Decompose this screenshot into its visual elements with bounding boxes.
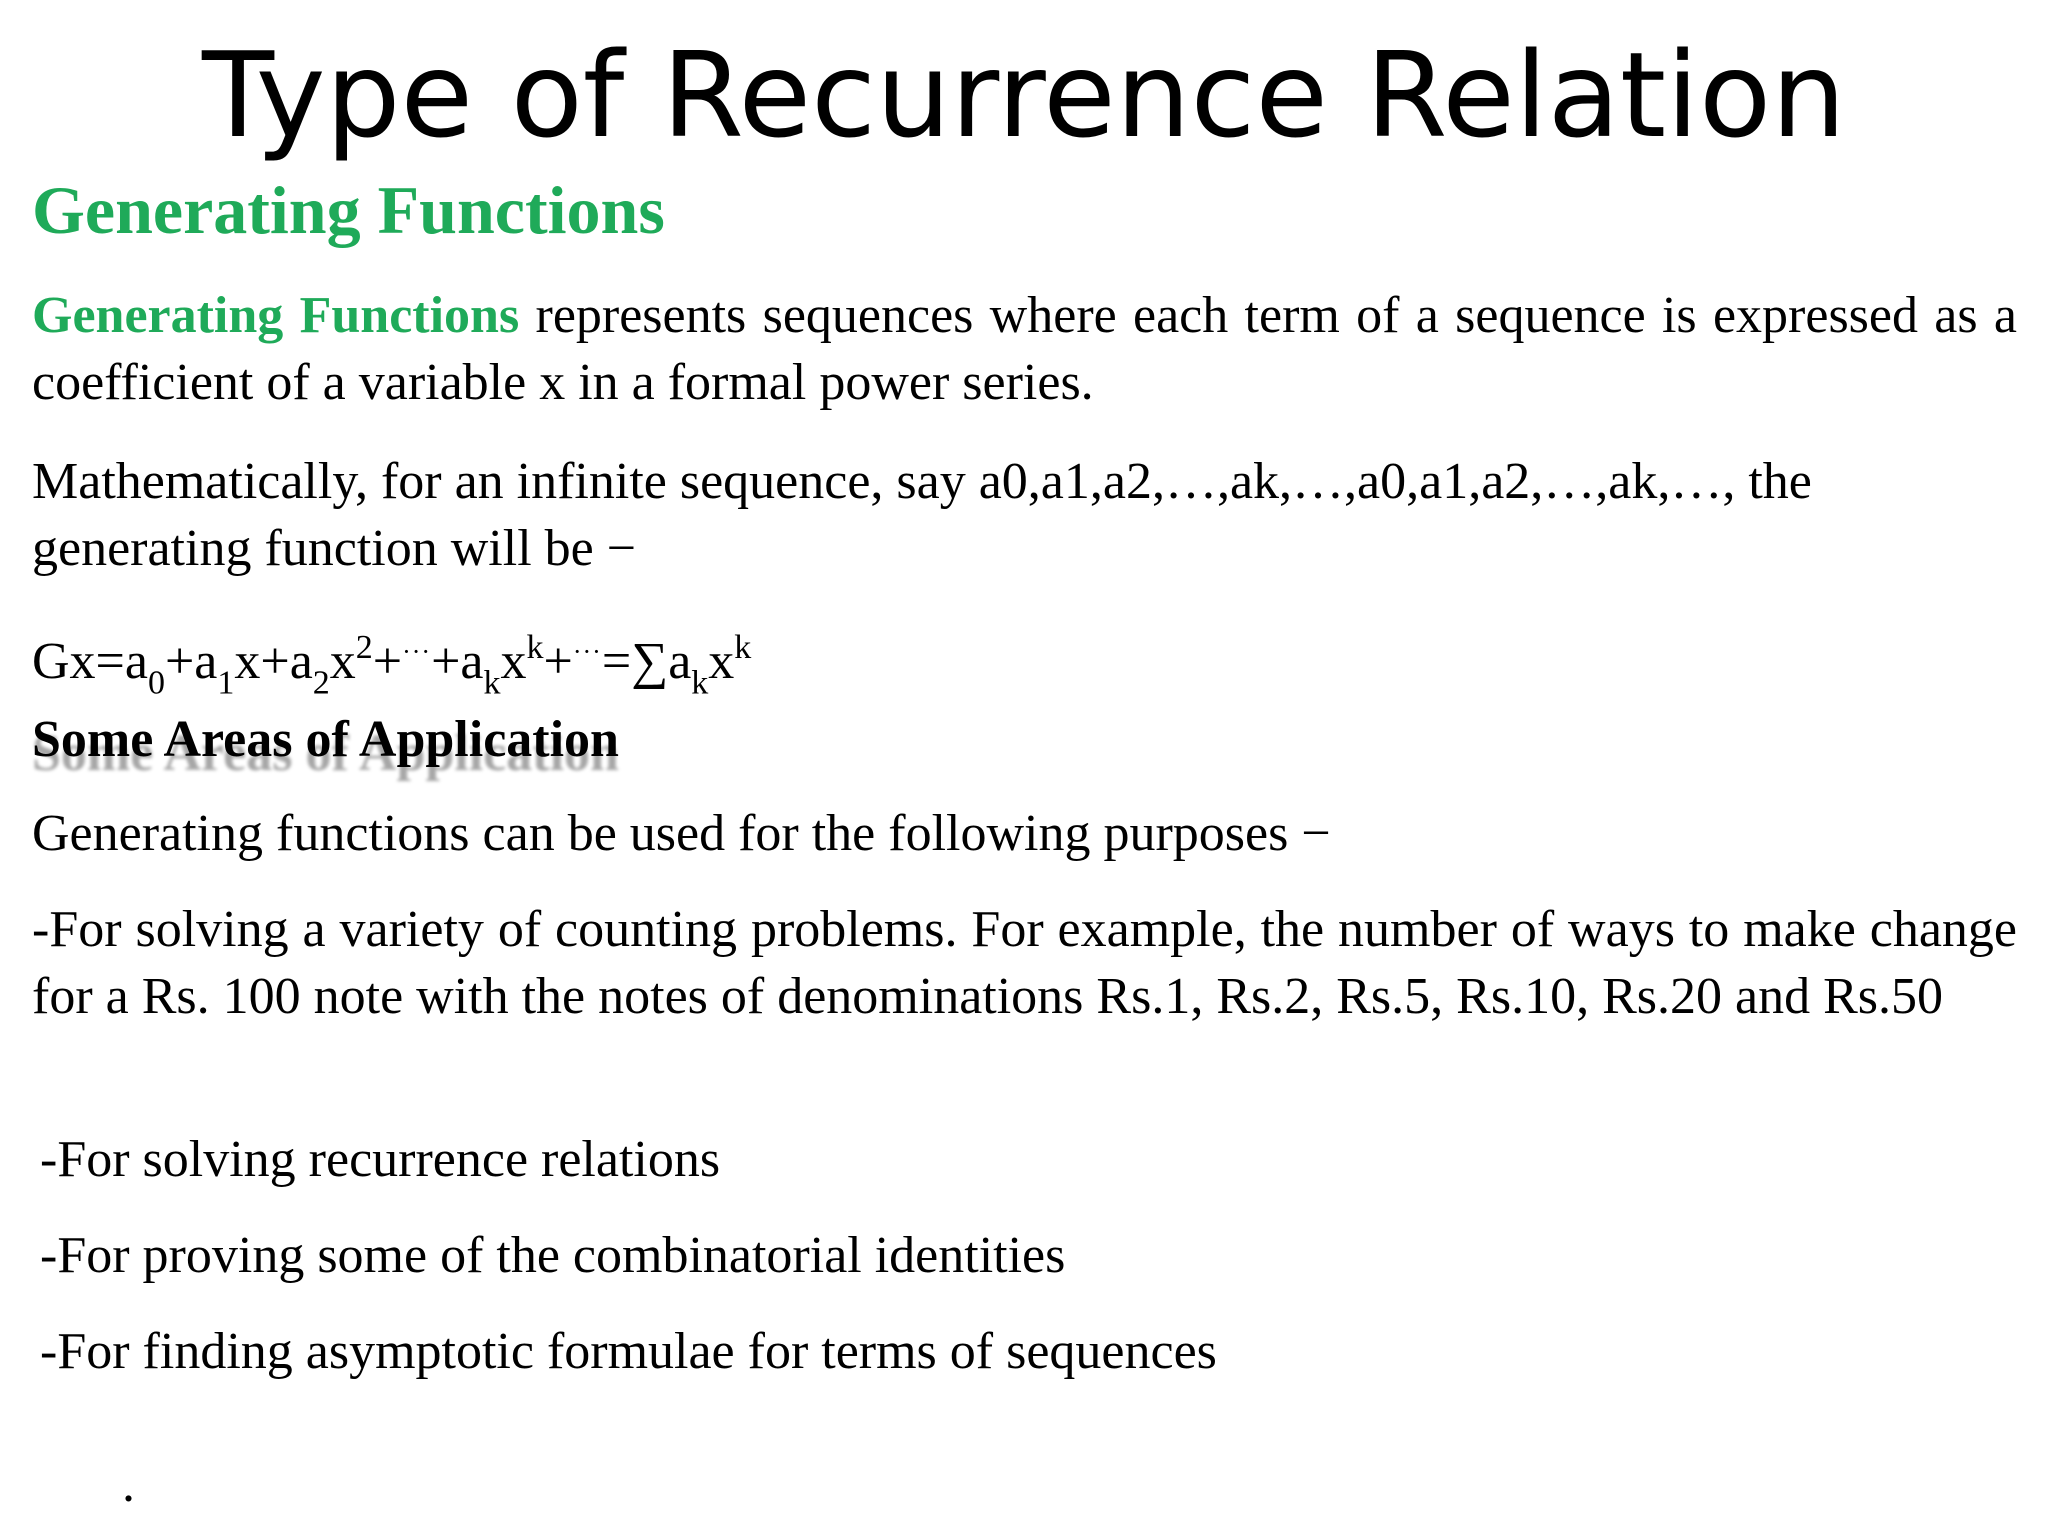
definition-term: Generating Functions bbox=[32, 287, 520, 344]
section-heading: Generating Functions bbox=[32, 172, 665, 248]
application-item-recurrence: -For solving recurrence relations bbox=[40, 1131, 721, 1188]
trailing-dot: . bbox=[122, 1456, 135, 1513]
generating-function-formula: $Gx=a_0+a_1x+a_2x^2+^{\cdot\cdot\cdot}+a_kx^k+^{\cdot\cdot\cdot}=\sum a_kx^k$ bbox=[32, 628, 752, 702]
slide-title: Type of Recurrence Relation bbox=[202, 26, 1846, 164]
application-item-asymptotic: -For finding asymptotic formulae for terms of sequences bbox=[40, 1323, 1217, 1380]
definition-paragraph bbox=[32, 282, 2017, 416]
definition-text: represents sequences where each term of a sequence is expressed as a coefficient of a variable x in a formal power series. bbox=[32, 287, 2017, 411]
math-intro-paragraph: Mathematically, for an infinite sequence, say a0,a1,a2,…,ak,…,a0,a1,a2,…,ak,…, the generating function will be − bbox=[32, 453, 1812, 577]
applications-heading: Some Areas of Application bbox=[32, 711, 619, 768]
applications-intro: Generating functions can be used for the following purposes − bbox=[32, 805, 1331, 862]
application-item-identities: -For proving some of the combinatorial identities bbox=[40, 1227, 1066, 1284]
application-item-counting: -For solving a variety of counting problems. For example, the number of ways to make change for a Rs. 100 note with the notes of denominations Rs.1, Rs.2, Rs.5, Rs.10, Rs.20 and Rs.50 bbox=[32, 901, 2017, 1025]
